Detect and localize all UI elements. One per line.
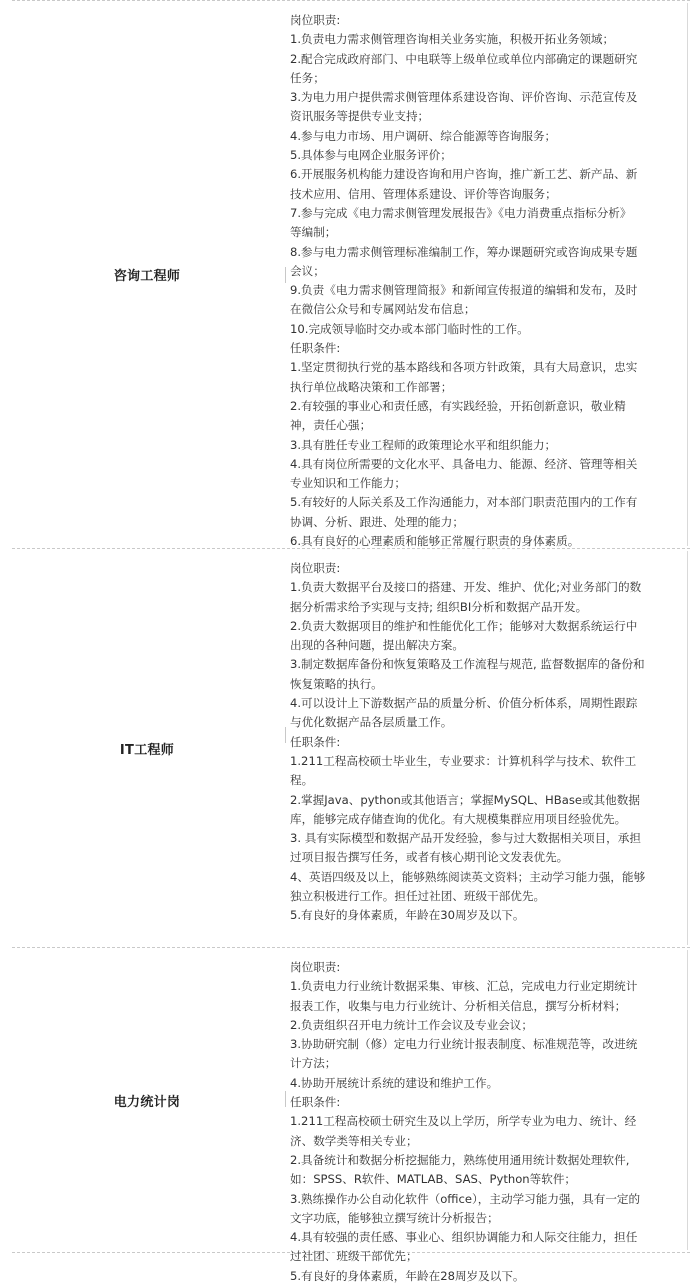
description-line: 资讯服务等提供专业支持； <box>290 109 430 124</box>
description-line: 3.熟练操作办公自动化软件（office），主动学习能力强，具有一定的 <box>290 1191 641 1206</box>
description-line: 1.211工程高校硕士毕业生，专业要求：计算机科学与技术、软件工 <box>290 753 637 768</box>
job-title: IT工程师 <box>119 742 175 758</box>
description-line: 5.有较好的人际关系及工作沟通能力，对本部门职责范围内的工作有 <box>290 495 638 510</box>
description-line: 会议； <box>290 263 325 278</box>
description-line: 文字功底，能够独立撰写统计分析报告； <box>290 1210 499 1225</box>
description-line: 在微信公众号和专属网站发布信息； <box>290 302 476 317</box>
description-line: 3.制定数据库备份和恢复策略及工作流程与规范, 监督数据库的备份和 <box>290 657 645 672</box>
description-line: 技术应用、信用、管理体系建设、评价等咨询服务； <box>290 186 557 201</box>
right-rule <box>687 3 688 546</box>
description-line: 3.具有胜任专业工程师的政策理论水平和组织能力； <box>290 437 557 452</box>
description-line: 1.211工程高校硕士研究生及以上学历，所学专业为电力、统计、经 <box>290 1114 637 1129</box>
description-line: 专业知识和工作能力； <box>290 476 406 491</box>
job-description <box>282 549 682 947</box>
description-line: 9.负责《电力需求侧管理简报》和新闻宣传报道的编辑和发布，及时 <box>290 283 638 298</box>
description-line: 报表工作，收集与电力行业统计、分析相关信息，撰写分析材料； <box>290 998 627 1013</box>
description-line: 2.负责组织召开电力统计工作会议及专业会议； <box>290 1017 533 1032</box>
cell-divider <box>285 727 286 743</box>
description-line: 6.开展服务机构能力建设咨询和用户咨询，推广新工艺、新产品、新 <box>290 167 638 182</box>
description-line: 5.有良好的身体素质，年龄在30周岁及以下。 <box>290 908 525 923</box>
job-description <box>282 948 682 1283</box>
description-line: 任职条件: <box>290 734 341 749</box>
description-line: 库，能够完成存储查询的优化。有大规模集群应用项目经验优先。 <box>290 811 627 826</box>
job-row-consulting-engineer <box>12 0 690 548</box>
description-line: 3.协助研究制（修）定电力行业统计报表制度、标准规范等，改进统 <box>290 1037 638 1052</box>
job-title-cell <box>12 1 282 548</box>
description-line: 程。 <box>290 773 314 788</box>
description-line: 3.为电力用户提供需求侧管理体系建设咨询、评价咨询、示范宣传及 <box>290 90 638 105</box>
description-line: 4.协助开展统计系统的建设和维护工作。 <box>290 1075 499 1090</box>
job-title: 电力统计岗 <box>113 1094 181 1110</box>
description-line: 出现的各种问题，提出解决方案。 <box>290 638 464 653</box>
description-line: 2.负责大数据项目的维护和性能优化工作；能够对大数据系统运行中 <box>290 618 638 633</box>
description-line: 5.有良好的身体素质，年龄在28周岁及以下。 <box>290 1268 525 1283</box>
job-row-it-engineer <box>12 548 690 947</box>
description-line: 8.参与电力需求侧管理标准编制工作，筹办课题研究或咨询成果专题 <box>290 244 638 259</box>
right-rule <box>687 950 688 1250</box>
right-rule <box>687 551 688 945</box>
job-row-power-statistics <box>12 947 690 1283</box>
description-line: 计方法； <box>290 1056 337 1071</box>
description-line: 4.参与电力市场、用户调研、综合能源等咨询服务； <box>290 128 557 143</box>
description-line: 1.负责电力需求侧管理咨询相关业务实施，积极开拓业务领域； <box>290 32 615 47</box>
description-line: 3. 具有实际模型和数据产品开发经验，参与过大数据相关项目，承担 <box>290 831 641 846</box>
description-line: 独立积极进行工作。担任过社团、班级干部优先。 <box>290 889 546 904</box>
description-line: 5.具体参与电网企业服务评价； <box>290 148 452 163</box>
cell-divider <box>285 1091 286 1107</box>
description-line: 1.负责电力行业统计数据采集、审核、汇总，完成电力行业定期统计 <box>290 979 638 994</box>
description-line: 岗位职责: <box>290 960 341 974</box>
job-title-cell <box>12 948 282 1252</box>
description-line: 1.负责大数据平台及接口的搭建、开发、维护、优化;对业务部门的数 <box>290 580 642 595</box>
description-line: 2.掌握Java、python或其他语言；掌握MySQL、HBase或其他数据 <box>290 792 640 807</box>
description-line: 10.完成领导临时交办或本部门临时性的工作。 <box>290 321 529 336</box>
cell-divider <box>285 267 286 283</box>
description-line: 等编制； <box>290 225 337 240</box>
description-line: 过项目报告撰写任务，或者有核心期刊论文发表优先。 <box>290 850 569 865</box>
description-line: 与优化数据产品各层质量工作。 <box>290 715 453 730</box>
description-line: 4、英语四级及以上，能够熟练阅读英文资料；主动学习能力强，能够 <box>290 869 646 884</box>
description-line: 如：SPSS、R软件、MATLAB、SAS、Python等软件； <box>290 1172 577 1187</box>
description-line: 执行单位战略决策和工作部署； <box>290 379 453 394</box>
description-line: 7.参与完成《电力需求侧管理发展报告》《电力消费重点指标分析》 <box>290 205 632 220</box>
description-line: 任务； <box>290 70 325 85</box>
job-description <box>282 1 682 548</box>
description-line: 据分析需求给予实现与支持; 组织BI分析和数据产品开发。 <box>290 599 588 614</box>
description-line: 岗位职责: <box>290 13 341 27</box>
description-line: 过社团、班级干部优先； <box>290 1249 418 1264</box>
description-line: 2.具备统计和数据分析挖掘能力，熟练使用通用统计数据处理软件, <box>290 1152 630 1167</box>
description-line: 济、数学类等相关专业； <box>290 1133 418 1148</box>
description-line: 任职条件: <box>290 1095 341 1110</box>
description-line: 任职条件: <box>290 341 341 356</box>
description-line: 4.具有较强的责任感、事业心、组织协调能力和人际交往能力，担任 <box>290 1230 638 1245</box>
description-line: 4.可以设计上下游数据产品的质量分析、价值分析体系，周期性跟踪 <box>290 696 638 711</box>
description-line: 4.具有岗位所需要的文化水平、具备电力、能源、经济、管理等相关 <box>290 456 638 471</box>
job-title: 咨询工程师 <box>113 269 181 284</box>
description-line: 岗位职责: <box>290 561 341 575</box>
job-title-cell <box>12 549 282 947</box>
description-line: 1.坚定贯彻执行党的基本路线和各项方针政策，具有大局意识，忠实 <box>290 360 638 375</box>
description-line: 神，责任心强； <box>290 418 372 433</box>
description-line: 6.具有良好的心理素质和能够正常履行职责的身体素质。 <box>290 534 580 549</box>
description-line: 2.有较强的事业心和责任感，有实践经验，开拓创新意识，敬业精 <box>290 398 626 413</box>
description-line: 恢复策略的执行。 <box>290 676 383 691</box>
description-line: 协调、分析、跟进、处理的能力； <box>290 514 464 529</box>
job-listing-table <box>12 0 690 1283</box>
description-line: 2.配合完成政府部门、中电联等上级单位或单位内部确定的课题研究 <box>290 51 638 66</box>
